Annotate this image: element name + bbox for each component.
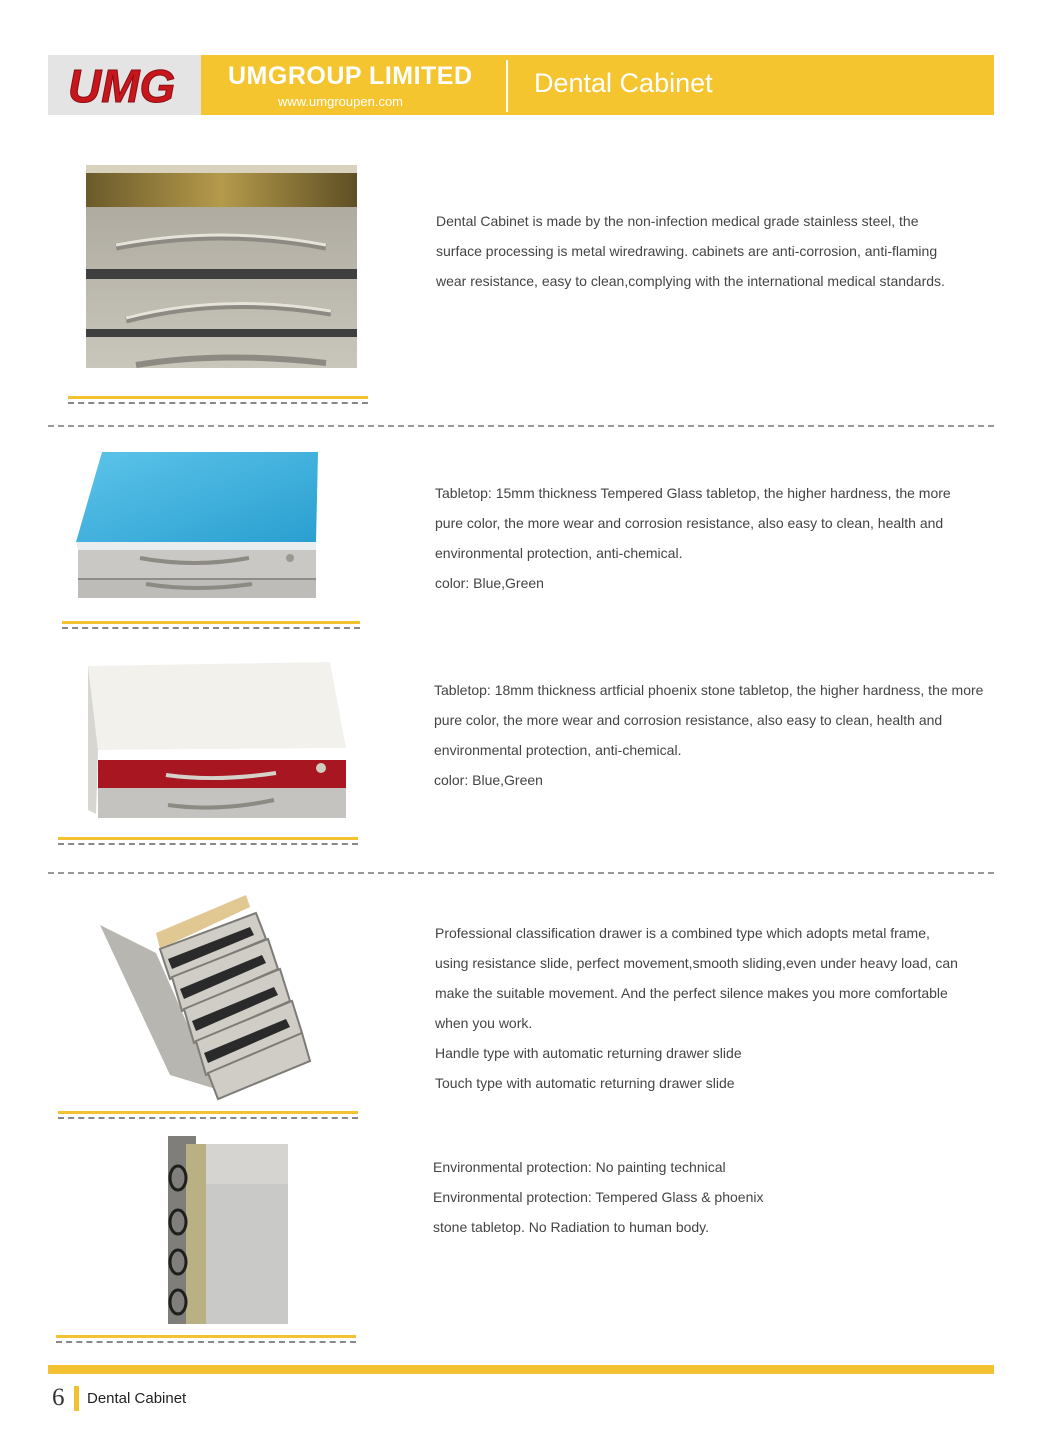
image-caption-rule xyxy=(62,621,360,624)
section-title: Dental Cabinet xyxy=(534,68,713,98)
text-line: stone tabletop. No Radiation to human body. xyxy=(433,1219,710,1235)
logo-text: UMG xyxy=(68,62,176,108)
text-line: Touch type with automatic returning drawer slide xyxy=(435,1075,735,1091)
stone-tabletop-cabinet-photo xyxy=(86,660,348,820)
section-3-text xyxy=(434,675,1034,795)
section-5-text xyxy=(433,1152,993,1242)
text-line: Tabletop: 15mm thickness Tempered Glass tabletop, the higher hardness, the more xyxy=(435,485,951,501)
text-line: surface processing is metal wiredrawing. cabinets are anti-corrosion, anti-flaming xyxy=(436,243,938,259)
stainless-drawer-photo xyxy=(86,165,357,368)
section-divider xyxy=(48,425,994,427)
text-line: color: Blue,Green xyxy=(435,575,544,591)
text-line: pure color, the more wear and corrosion resistance, also easy to clean, health and xyxy=(434,712,943,728)
text-line: using resistance slide, perfect movement,smooth sliding,even under heavy load, can xyxy=(435,955,958,971)
company-website[interactable]: www.umgroupen.com xyxy=(278,94,403,109)
text-line: Dental Cabinet is made by the non-infection medical grade stainless steel, the xyxy=(436,213,919,229)
text-line: Environmental protection: Tempered Glass & phoenix xyxy=(433,1189,764,1205)
section-1-text xyxy=(436,206,996,296)
text-line: when you work. xyxy=(435,1015,533,1031)
section-2-text xyxy=(435,478,1015,598)
page-number: 6 xyxy=(52,1384,65,1411)
text-line: Tabletop: 18mm thickness artficial phoenix stone tabletop, the higher hardness, the more xyxy=(434,682,984,698)
footer-label: Dental Cabinet xyxy=(87,1390,187,1407)
text-line: wear resistance, easy to clean,complying with the international medical standards. xyxy=(436,273,945,289)
classification-drawers-photo xyxy=(96,893,316,1103)
cabinet-side-view-photo xyxy=(158,1130,290,1326)
section-divider xyxy=(48,872,994,874)
image-caption-rule xyxy=(56,1335,356,1338)
footer-bar xyxy=(48,1365,994,1374)
footer-marker xyxy=(74,1386,79,1411)
image-caption-rule xyxy=(58,837,358,840)
glass-tabletop-cabinet-photo xyxy=(74,450,321,600)
text-line: environmental protection, anti-chemical. xyxy=(434,742,682,758)
text-line: color: Blue,Green xyxy=(434,772,543,788)
company-name: UMGROUP LIMITED xyxy=(228,62,473,90)
umg-logo xyxy=(66,62,191,108)
section-4-text xyxy=(435,918,1015,1098)
text-line: environmental protection, anti-chemical. xyxy=(435,545,683,561)
text-line: Handle type with automatic returning drawer slide xyxy=(435,1045,742,1061)
text-line: Professional classification drawer is a combined type which adopts metal frame, xyxy=(435,925,930,941)
text-line: Environmental protection: No painting technical xyxy=(433,1159,726,1175)
header-divider xyxy=(506,60,508,112)
image-caption-rule xyxy=(68,396,368,399)
text-line: make the suitable movement. And the perfect silence makes you more comfortable xyxy=(435,985,948,1001)
text-line: pure color, the more wear and corrosion resistance, also easy to clean, health and xyxy=(435,515,944,531)
image-caption-rule xyxy=(58,1111,358,1114)
